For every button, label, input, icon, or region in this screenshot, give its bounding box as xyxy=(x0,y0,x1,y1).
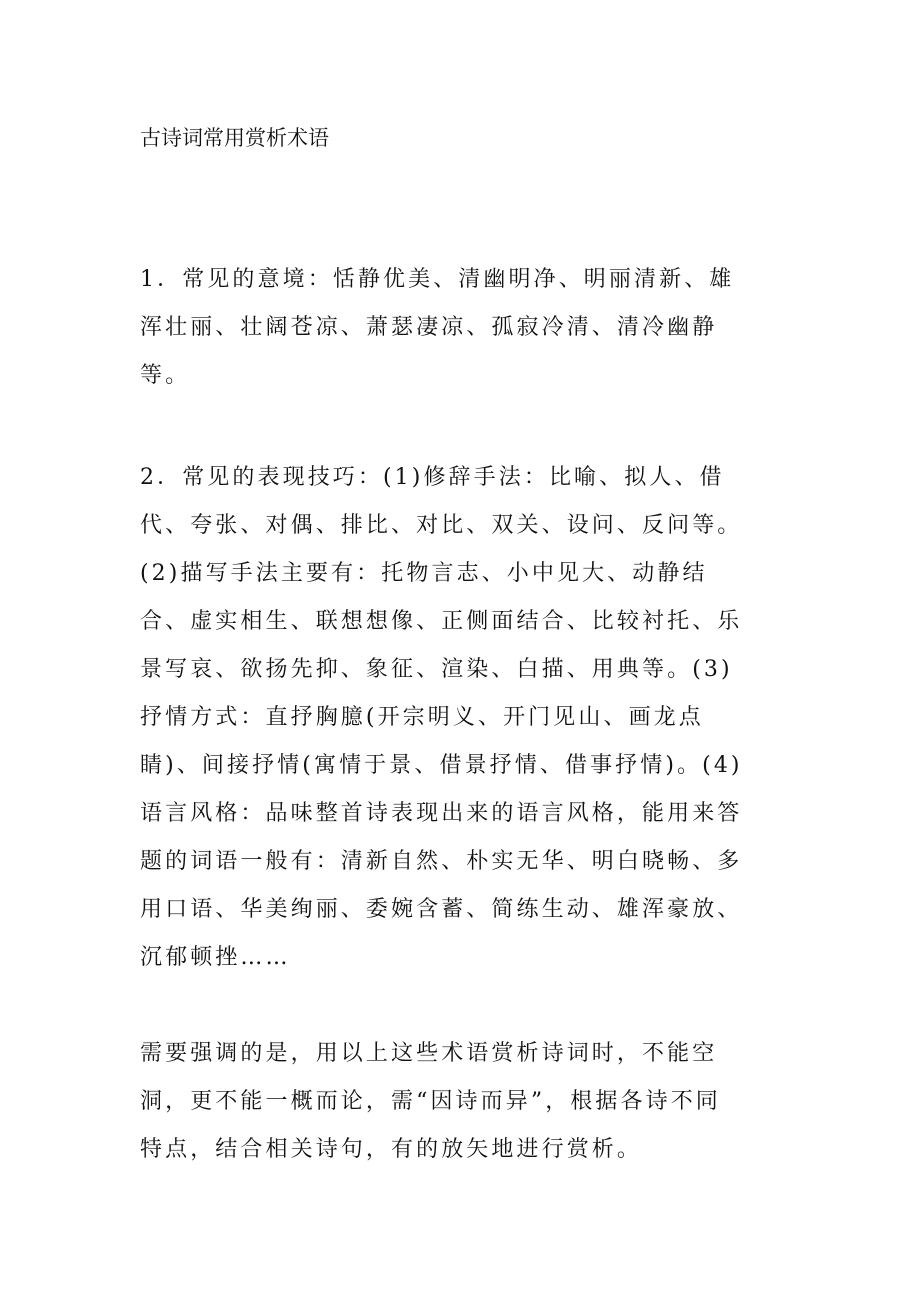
text-line: 等。 xyxy=(140,363,191,388)
text-line: 合、虚实相生、联想想像、正侧面结合、比较衬托、乐 xyxy=(140,609,743,634)
paragraph-techniques xyxy=(140,454,780,982)
text-line: 1．常见的意境：恬静优美、清幽明净、明丽清新、雄 xyxy=(140,267,735,292)
text-line: 抒情方式：直抒胸臆(开宗明义、开门见山、画龙点 xyxy=(140,705,704,730)
text-line: (2)描写手法主要有：托物言志、小中见大、动静结 xyxy=(140,561,708,586)
text-line: 2．常见的表现技巧：(1)修辞手法：比喻、拟人、借 xyxy=(140,465,725,490)
text-line: 沉郁顿挫…… xyxy=(140,945,291,970)
text-line: 特点，结合相关诗句，有的放矢地进行赏析。 xyxy=(140,1137,643,1162)
text-line: 睛)、间接抒情(寓情于景、借景抒情、借事抒情)。(4) xyxy=(140,753,743,778)
text-line: 题的词语一般有：清新自然、朴实无华、明白晓畅、多 xyxy=(140,849,743,874)
text-line: 洞，更不能一概而论，需“因诗而异”，根据各诗不同 xyxy=(140,1089,721,1114)
text-line: 用口语、华美绚丽、委婉含蓄、简练生动、雄浑豪放、 xyxy=(140,897,743,922)
text-line: 浑壮丽、壮阔苍凉、萧瑟凄凉、孤寂冷清、清冷幽静 xyxy=(140,315,718,340)
document-title: 古诗词常用赏析术语 xyxy=(140,126,329,150)
text-line: 景写哀、欲扬先抑、象征、渲染、白描、用典等。(3) xyxy=(140,657,733,682)
text-line: 代、夸张、对偶、排比、对比、双关、设问、反问等。 xyxy=(140,513,743,538)
paragraph-artistic-conception xyxy=(140,256,780,400)
text-line: 需要强调的是，用以上这些术语赏析诗词时，不能空 xyxy=(140,1041,718,1066)
paragraph-emphasis xyxy=(140,1030,780,1174)
text-line: 语言风格：品味整首诗表现出来的语言风格，能用来答 xyxy=(140,801,743,826)
